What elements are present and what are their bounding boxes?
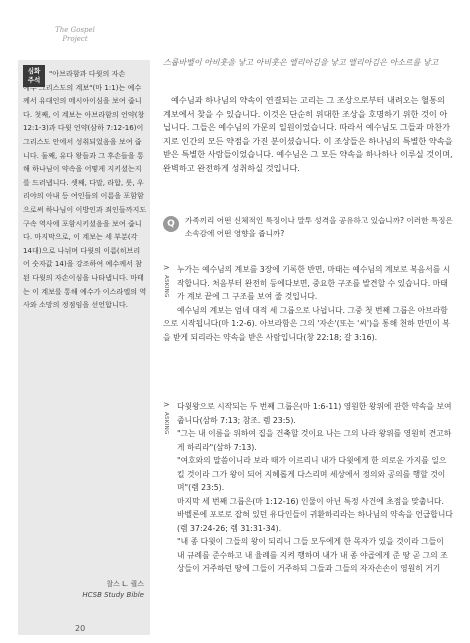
discussion-question: [163, 214, 453, 240]
commentary-sidebar: [18, 60, 150, 635]
chevron-right-icon: >: [163, 263, 170, 272]
book-title-line2: Project: [62, 35, 88, 43]
sidebar-author: 찰스 L. 퀄스: [106, 580, 144, 588]
tag-line2: 주석: [27, 76, 41, 84]
sidebar-paragraph: 예수 그리스도의 계보"(마 1:1)는 예수께서 유대인의 메시아이심을 보여 줍니다. 첫째, 이 계보는 아브라함의 언약(창 12:1-3)과 다윗 언약(삼하 7:12-16)이 그리스도 안에서 성취되었음을 보여 줍니다.: [23, 82, 145, 160]
study-paragraph: 예수님의 계보는 엄네 대적 세 그룹으로 나뉩니다. 그중 첫 번째 그룹은 아브라함으로 시작됩니다(마 1:2-6). 아브라함은 그의 '자손'(또는 '씨')을 통해 천하 만민이 복을 받게 되리라는 약속을 받은 사람입니다(창 22:18; 갈 3:16).: [163, 305, 450, 342]
sidebar-paragraph: 마지막으로, 이 계보는 세 부분(각 14대)으로 나뉘며 다윗의 이름(히브리어 숫자값 14)을 강조하여 예수께서 참된 다윗의 자손이심을 나타냅니다. 마태는 이 계보를 통해 예수가 이스라엘의 역사와 소망의 정점임을 선언합니다.: [23, 232, 147, 310]
study-paragraph: 다윗왕으로 시작되는 두 번째 그룹은(마 1:6-11) 영원한 왕위에 관한 약속을 보여 줍니다(삼하 7:13; 참조. 렘 23:5).: [177, 402, 452, 425]
sidebar-credit: HCSB Study Bible: [82, 591, 144, 599]
study-block-2: [163, 400, 453, 576]
body-paragraph: 예수님과 하나님의 약속이 연결되는 고리는 그 조상으로부터 내려오는 혈통의 계보에서 찾을 수 있습니다. 이것은 단순히 위대한 조상을 호명하기 위한 것이 아닙니다. 그들은 예수님의 가문의 일원이었습니다. 따라서 예수님도 그들과 마찬가지로 인간의 모든 약점을 가진 분이셨습니다. 이 조상들은 하나님의 특별한 약속을 받은 특별한 사람들이었습니다. 예수님은 그 모든 약속을 하나하나 이루실 것이며, 완벽하고 완전하게 성취하실 것입니다.: [163, 95, 453, 173]
study-block-1: [163, 263, 453, 344]
sidebar-paragraph: 둘째, 유다 왕들과 그 후손들을 통해 하나님이 약속을 어떻게 지키셨는지를 드러냅니다. 셋째, 다말, 라합, 룻, 우리야의 아내 등 여인들의 이름을 포함함으로써 하나님이 이방인과 죄인들까지도 구속 역사에 포함시키셨음을 보여 줍니다.: [23, 150, 147, 242]
scripture-intro: 스룹바벨이 아비훗을 낳고 아비훗은 엘리아김을 낳고 엘리아김은 아소르를 낳고: [163, 58, 439, 67]
scripture-quote: "그는 내 이름을 위하여 집을 건축할 것이요 나는 그의 나라 왕위를 영원히 견고하게 하리라"(삼하 7:13).: [177, 429, 452, 452]
scripture-quote: "내 종 다윗이 그들의 왕이 되리니 그들 모두에게 한 목자가 있을 것이라 그들이 내 규례를 준수하고 내 율례를 지켜 행하며 내가 내 종 야곱에게 준 땅 곧 그의 조상들이 거주하던 땅에 그들이 거주하되 그들과 그들의 자자손손이 영원히 거기: [177, 537, 448, 573]
study-paragraph: 누가는 예수님의 계보를 3장에 기록한 반면, 마태는 예수님의 계보로 복음서를 시작합니다. 처음부터 완전히 등에다보면, 중요한 구조를 발견할 수 있습니다. 마태가 계보 끝에 그 구조를 보여 줄 것입니다.: [177, 265, 451, 301]
section-label: ASKING: [163, 275, 169, 298]
tag-line1: 심화: [27, 67, 41, 75]
book-title-line1: The Gospel: [55, 26, 95, 34]
sidebar-text-lead: "아브라함과 다윗의 자손: [49, 69, 126, 78]
book-title: [0, 26, 150, 44]
page-number: 20: [75, 624, 86, 633]
section-label: ASKING: [163, 412, 169, 435]
question-icon: Q: [163, 216, 179, 232]
chevron-right-icon: >: [163, 400, 170, 409]
sidebar-text: [23, 67, 147, 312]
scripture-quote: "여호와의 말씀이니라 보라 때가 이르리니 내가 다윗에게 한 의로운 가지를 일으킬 것이라 그가 왕이 되어 지혜롭게 다스리며 세상에서 정의와 공의를 행할 것이며"(렘 23:5).: [177, 456, 447, 492]
question-text: 가족끼리 어떤 신체적인 특징이나 말투 성격을 공유하고 있습니까? 이러한 특징은 소속감에 어떤 영향을 줍니까?: [185, 216, 453, 239]
study-paragraph: 마지막 세 번째 그룹은(마 1:12-16) 인물이 아닌 특정 사건에 초점을 맞춥니다. 바벨론에 포로로 잡혀 있던 유다인들이 귀환하리라는 하나님의 약속을 언급합니다(렘 37:24-26; 렘 31:31-34).: [177, 496, 453, 533]
